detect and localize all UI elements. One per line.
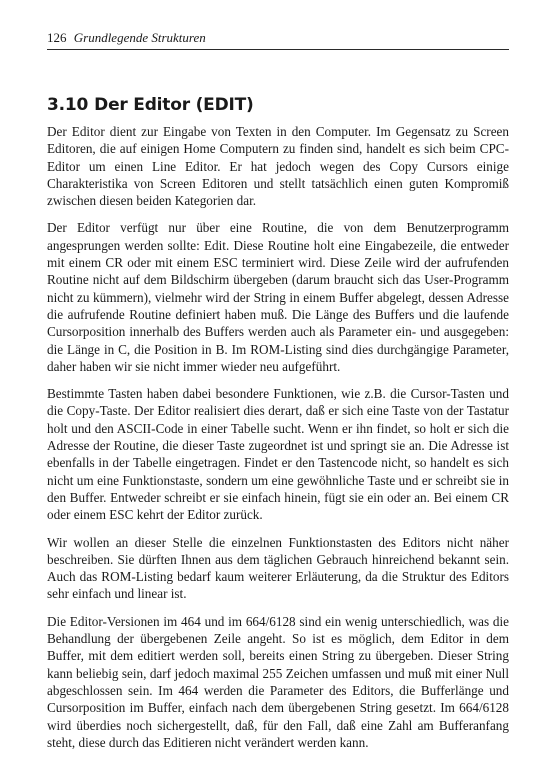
section-title: Der Editor (EDIT) — [94, 95, 254, 115]
running-header — [47, 30, 509, 50]
paragraph-2: Der Editor verfügt nur über eine Routine, die von dem Benutzerprogramm angesprungen werden sollte: Edit. Diese Routine holt eine Eingabezeile, die entweder mit einem CR oder mit einem ESC terminiert wird. Diese Zeile wird der aufrufenden Routine nicht auf dem Bildschirm übergeben (darum braucht sich das User-Programm nicht zu kümmern), vielmehr wird der String in einem Buffer abgelegt, dessen Adresse die aufrufende Routine definiert haben muß. Die Länge des Buffers und die laufende Cursorposition innerhalb des Buffers werden auch als Parameter ein- und ausgegeben: die Länge in C, die Position in B. Im ROM-Listing sind dies durchgängige Parameter, daher haben wir sie nicht immer wieder neu aufgeführt. — [47, 220, 509, 374]
book-page — [47, 30, 509, 751]
paragraph-4: Wir wollen an dieser Stelle die einzelnen Funktionstasten des Editors nicht näher beschreiben. Sie dürften Ihnen aus dem täglichen Gebrauch hinreichend bekannt sein. Auch das ROM-Listing bedarf kaum weiterer Erläuterung, da die Struktur des Editors sehr einfach und linear ist. — [47, 534, 509, 602]
section-number: 3.10 — [47, 95, 89, 115]
page-number: 126 — [47, 30, 67, 45]
running-title: Grundlegende Strukturen — [73, 30, 206, 45]
section-heading — [47, 95, 509, 115]
paragraph-1: Der Editor dient zur Eingabe von Texten in den Computer. Im Gegensatz zu Screen Editoren, die auf einigen Home Computern zu finden sind, handelt es sich beim CPC-Editor um einen Line Editor. Er hat jedoch wegen des Copy Cursors einige Charakteristika von Screen Editoren und stellt tatsächlich einen guten Kompromiß zwischen diesen beiden Kategorien dar. — [47, 124, 509, 209]
paragraph-5: Die Editor-Versionen im 464 und im 664/6128 sind ein wenig unterschiedlich, was die Behandlung der übergebenen Zeile angeht. So ist es möglich, dem Editor in dem Buffer, mit dem editiert werden soll, bereits einen String zu übergeben. Dieser String kann beliebig sein, darf jedoch maximal 255 Zeichen umfassen und muß mit einer Null abgeschlossen sein. Im 464 werden die Parameter des Editors, die Bufferlänge und Cursorposition im Buffer, einfach nach dem übergebenen String gesetzt. Im 664/6128 wird überdies noch sichergestellt, daß, für den Fall, daß eine Zahl am Bufferanfang steht, diese durch das Editieren nicht verändert werden kann. — [47, 613, 509, 750]
paragraph-3: Bestimmte Tasten haben dabei besondere Funktionen, wie z.B. die Cursor-Tasten und die Copy-Taste. Der Editor realisiert dies derart, daß er sich eine Taste von der Tastatur holt und den ASCII-Code in einer Tabelle sucht. Wenn er ihn findet, so holt er sich die Adresse der Routine, die dieser Taste zugeordnet ist und springt sie an. Die Adresse ist ebenfalls in der Tabelle eingetragen. Findet er den Tastencode nicht, so handelt es sich nicht um eine Funktionstaste, sondern um eine gewöhnliche Taste und er schreibt sie in den Buffer. Entweder schreibt er sie einfach hinein, fügt sie ein oder an. Bei einem CR oder einem ESC kehrt der Editor zurück. — [47, 386, 509, 523]
